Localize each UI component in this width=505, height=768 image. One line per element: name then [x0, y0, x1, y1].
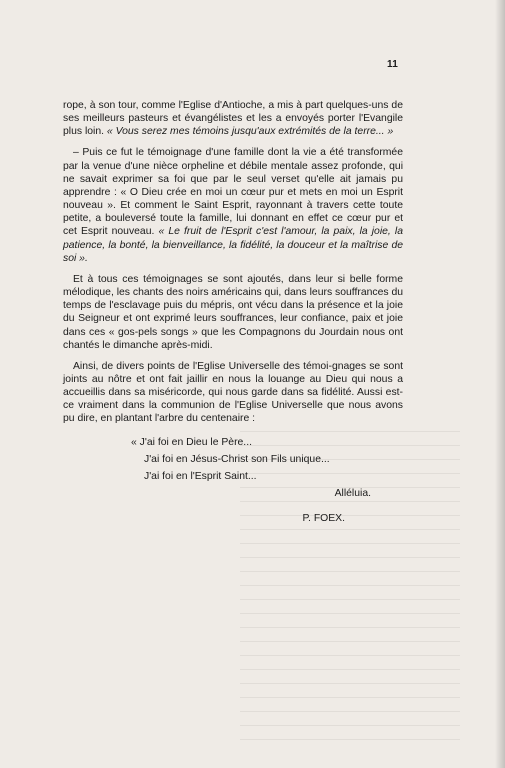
paragraph-4: Ainsi, de divers points de l'Eglise Universelle des témoi-gnages se sont joints au nôtre et ont fait jaillir en nous la louange au Dieu qui nous a accueillis dans sa miséricorde, qui nous garde dans sa fidélité. Aussi est-ce vraiment dans la communion de l'Eglise Universelle que nous avons pu dire, en plantant l'arbre du centenaire : [63, 360, 403, 425]
paragraph-1 [63, 99, 403, 138]
credo-line: J'ai foi en Jésus-Christ son Fils unique... [144, 453, 330, 465]
paragraph-2 [63, 146, 403, 264]
credo-line: J'ai foi en l'Esprit Saint... [144, 470, 257, 482]
page-number: 11 [387, 59, 398, 70]
closing-alleluia: Alléluia. [334, 487, 371, 499]
credo-line: « J'ai foi en Dieu le Père... [131, 436, 252, 448]
paragraph-2-quote: « Le fruit de l'Esprit c'est l'amour, la paix, la joie, la patience, la bonté, la bienveillance, la fidélité, la douceur et la maîtrise de soi ». [63, 226, 403, 264]
paragraph-2-text: – Puis ce fut le témoignage d'une famille dont la vie a été transformée par la venue d'une nièce orpheline et débile mentale assez profonde, qui ne savait exprimer sa foi que par le seul verset qu'elle ait jamais pu apprendre : « O Dieu crée en moi un cœur pur et mets en moi un Esprit nouveau ». Et comment le Saint Esprit, rayonnant à travers cette toute petite, a bouleversé toute la famille, lui donnant en effet ce cœur pur et cet Esprit nouveau. [63, 147, 403, 238]
paragraph-3: Et à tous ces témoignages se sont ajoutés, dans leur si belle forme mélodique, les chants des noirs américains qui, dans leurs souffrances du temps de l'esclavage puis du mépris, ont vécu dans la présence et la joie du Seigneur et ont exprimé leurs souffrances, leur confiance, paix et joie dans ces « gos-pels songs » que les Compagnons du Jourdain nous ont chantés le dimanche après-midi. [63, 273, 403, 351]
page-edge-shadow [495, 0, 505, 768]
body-text [63, 99, 403, 535]
paragraph-1-text: rope, à son tour, comme l'Eglise d'Antioche, a mis à part quelques-uns de ses meilleurs pasteurs et évangélistes et les a envoyés porter l'Evangile plus loin. [63, 100, 403, 138]
author-signature: P. FOEX. [302, 512, 345, 524]
credo-list [131, 434, 403, 485]
paragraph-1-quote: « Vous serez mes témoins jusqu'aux extrémités de la terre... » [106, 126, 394, 138]
